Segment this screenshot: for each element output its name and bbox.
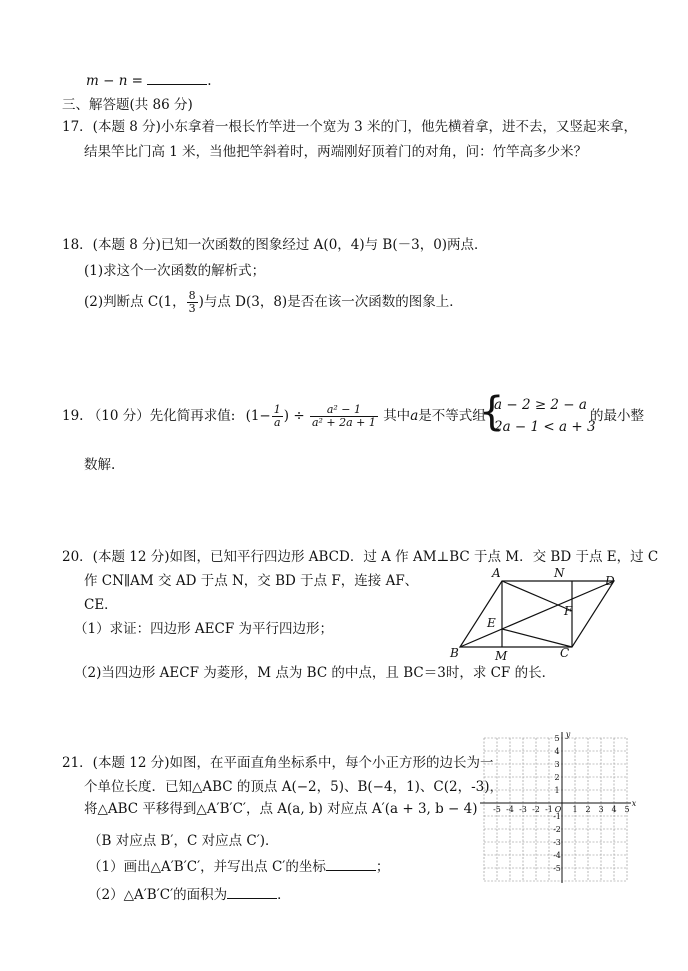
q20-line3: CE． xyxy=(84,597,118,613)
label-N: N xyxy=(554,566,565,580)
q18-frac-den: 3 xyxy=(188,302,196,315)
y-tick-label: 3 xyxy=(554,760,560,769)
label-M: M xyxy=(495,649,508,663)
q19-brace: { xyxy=(479,389,505,435)
label-E: E xyxy=(487,616,496,630)
x-tick-label: -1 xyxy=(545,805,553,814)
q20-line1: 20．(本题 12 分)如图，已知平行四边形 ABCD．过 A 作 AM⊥BC 于点 M．交 BD 于点 E，过 C xyxy=(62,549,659,565)
y-axis-label: y xyxy=(565,730,571,739)
coordinate-grid xyxy=(474,730,637,882)
q19-ineq2: 2a − 1 < a + 3 xyxy=(494,419,596,435)
label-A: A xyxy=(492,566,501,580)
q17-line1: 17．(本题 8 分)小东拿着一根长竹竿进一个宽为 3 米的门，他先横着拿，进不去，又竖起来拿， xyxy=(62,119,638,135)
y-tick-label: -5 xyxy=(553,864,561,873)
q21-part2-blank xyxy=(227,884,277,899)
x-tick-label: 1 xyxy=(572,805,578,814)
q19-expr-open: (1− xyxy=(245,408,271,424)
q19-frac1 xyxy=(272,404,283,429)
q19-frac1-den: a xyxy=(273,416,281,429)
q18-fraction xyxy=(187,290,198,315)
q16-blank xyxy=(147,70,207,85)
q21-part2-end: ． xyxy=(277,887,291,903)
q19-expr-close: ) xyxy=(283,408,290,424)
label-B: B xyxy=(450,646,459,660)
q19-div: ÷ xyxy=(293,408,305,424)
q21-part2-line xyxy=(88,884,291,904)
x-tick-label: -3 xyxy=(519,805,527,814)
origin-label: O xyxy=(554,805,562,814)
y-tick-label: 1 xyxy=(554,786,560,795)
q16-answer-line xyxy=(86,70,212,90)
y-tick-label: 5 xyxy=(554,734,560,743)
q19-mid: 其中 xyxy=(383,408,411,424)
q21-part1-line xyxy=(88,856,389,876)
y-tick-label: -2 xyxy=(553,825,561,834)
q18-line3 xyxy=(84,290,463,315)
y-tick-label: -3 xyxy=(553,838,561,847)
q16-expr: m − n = xyxy=(86,73,148,89)
q19-frac2 xyxy=(310,404,378,429)
x-tick-label: 5 xyxy=(624,805,630,814)
q21-line2: 个单位长度．已知△ABC 的顶点 A(−2，5)、B(−4，1)、C(2，-3)， xyxy=(84,779,504,795)
x-tick-label: 2 xyxy=(585,805,591,814)
q21-part1: （1）画出△A′B′C′，并写出点 C′的坐标 xyxy=(88,859,326,875)
q21-part1-end: ； xyxy=(375,859,390,875)
q20-part2: （2)当四边形 AECF 为菱形，M 点为 BC 的中点，且 BC＝3时，求 CF 的长． xyxy=(74,665,556,681)
q18-line1: 18．(本题 8 分)已知一次函数的图象经过 A(0，4)与 B(－3，0)两点． xyxy=(62,237,488,253)
q21-part2: （2）△A′B′C′的面积为 xyxy=(88,887,228,903)
q16-end: . xyxy=(207,73,212,89)
q19-frac2-num: a² − 1 xyxy=(310,404,378,417)
q21-line3: 将△ABC 平移得到△A′B′C′，点 A(a, b) 对应点 A′(a + 3, b − 4) xyxy=(84,801,478,817)
y-tick-label: 2 xyxy=(554,773,560,782)
q19-line1 xyxy=(62,404,486,429)
q19-frac2-den: a² + 2a + 1 xyxy=(311,416,376,429)
y-tick-label: -1 xyxy=(553,812,561,821)
x-tick-label: -2 xyxy=(532,805,540,814)
q19-tail: 的最小整 xyxy=(590,408,644,424)
label-C: C xyxy=(560,646,570,660)
x-axis-label: x xyxy=(631,799,637,808)
q20-line2: 作 CN∥AM 交 AD 于点 N，交 BD 于点 F，连接 AF、 xyxy=(84,573,419,589)
label-D: D xyxy=(605,574,615,588)
y-tick-label: 4 xyxy=(554,747,560,756)
x-tick-label: -4 xyxy=(506,805,514,814)
q17-line2: 结果竿比门高 1 米，当他把竿斜着时，两端刚好顶着门的对角，问：竹竿高多少米？ xyxy=(84,144,588,160)
q19-frac1-num: 1 xyxy=(273,403,281,416)
q18-frac-num: 8 xyxy=(188,289,196,302)
parallelogram-figure xyxy=(440,565,620,665)
section-title: 三、解答题(共 86 分) xyxy=(62,97,193,113)
q18-line2: (1)求这个一次函数的解析式； xyxy=(84,263,266,279)
x-tick-label: -5 xyxy=(493,805,501,814)
q19-mid2: 是不等式组 xyxy=(418,408,486,424)
q21-part1-blank xyxy=(326,856,376,871)
q21-line4: （B 对应点 B′，C 对应点 C′)． xyxy=(88,833,279,849)
q19-var: a xyxy=(410,408,419,424)
x-tick-label: 4 xyxy=(611,805,617,814)
label-F: F xyxy=(564,604,573,618)
q20-part1: （1）求证：四边形 AECF 为平行四边形； xyxy=(74,621,333,637)
q19-line2: 数解. xyxy=(84,457,116,473)
q18-line3-post: )与点 D(3，8)是否在该一次函数的图象上． xyxy=(198,294,463,310)
q21-line1: 21．(本题 12 分)如图，在平面直角坐标系中，每个小正方形的边长为一 xyxy=(62,755,494,771)
x-tick-label: 3 xyxy=(598,805,604,814)
q18-line3-pre: (2)判断点 C(1， xyxy=(84,294,186,310)
q19-head: 19. （10 分）先化简再求值: xyxy=(62,408,236,424)
y-tick-label: -4 xyxy=(553,851,561,860)
q19-ineq1: a − 2 ≥ 2 − a xyxy=(494,397,587,413)
